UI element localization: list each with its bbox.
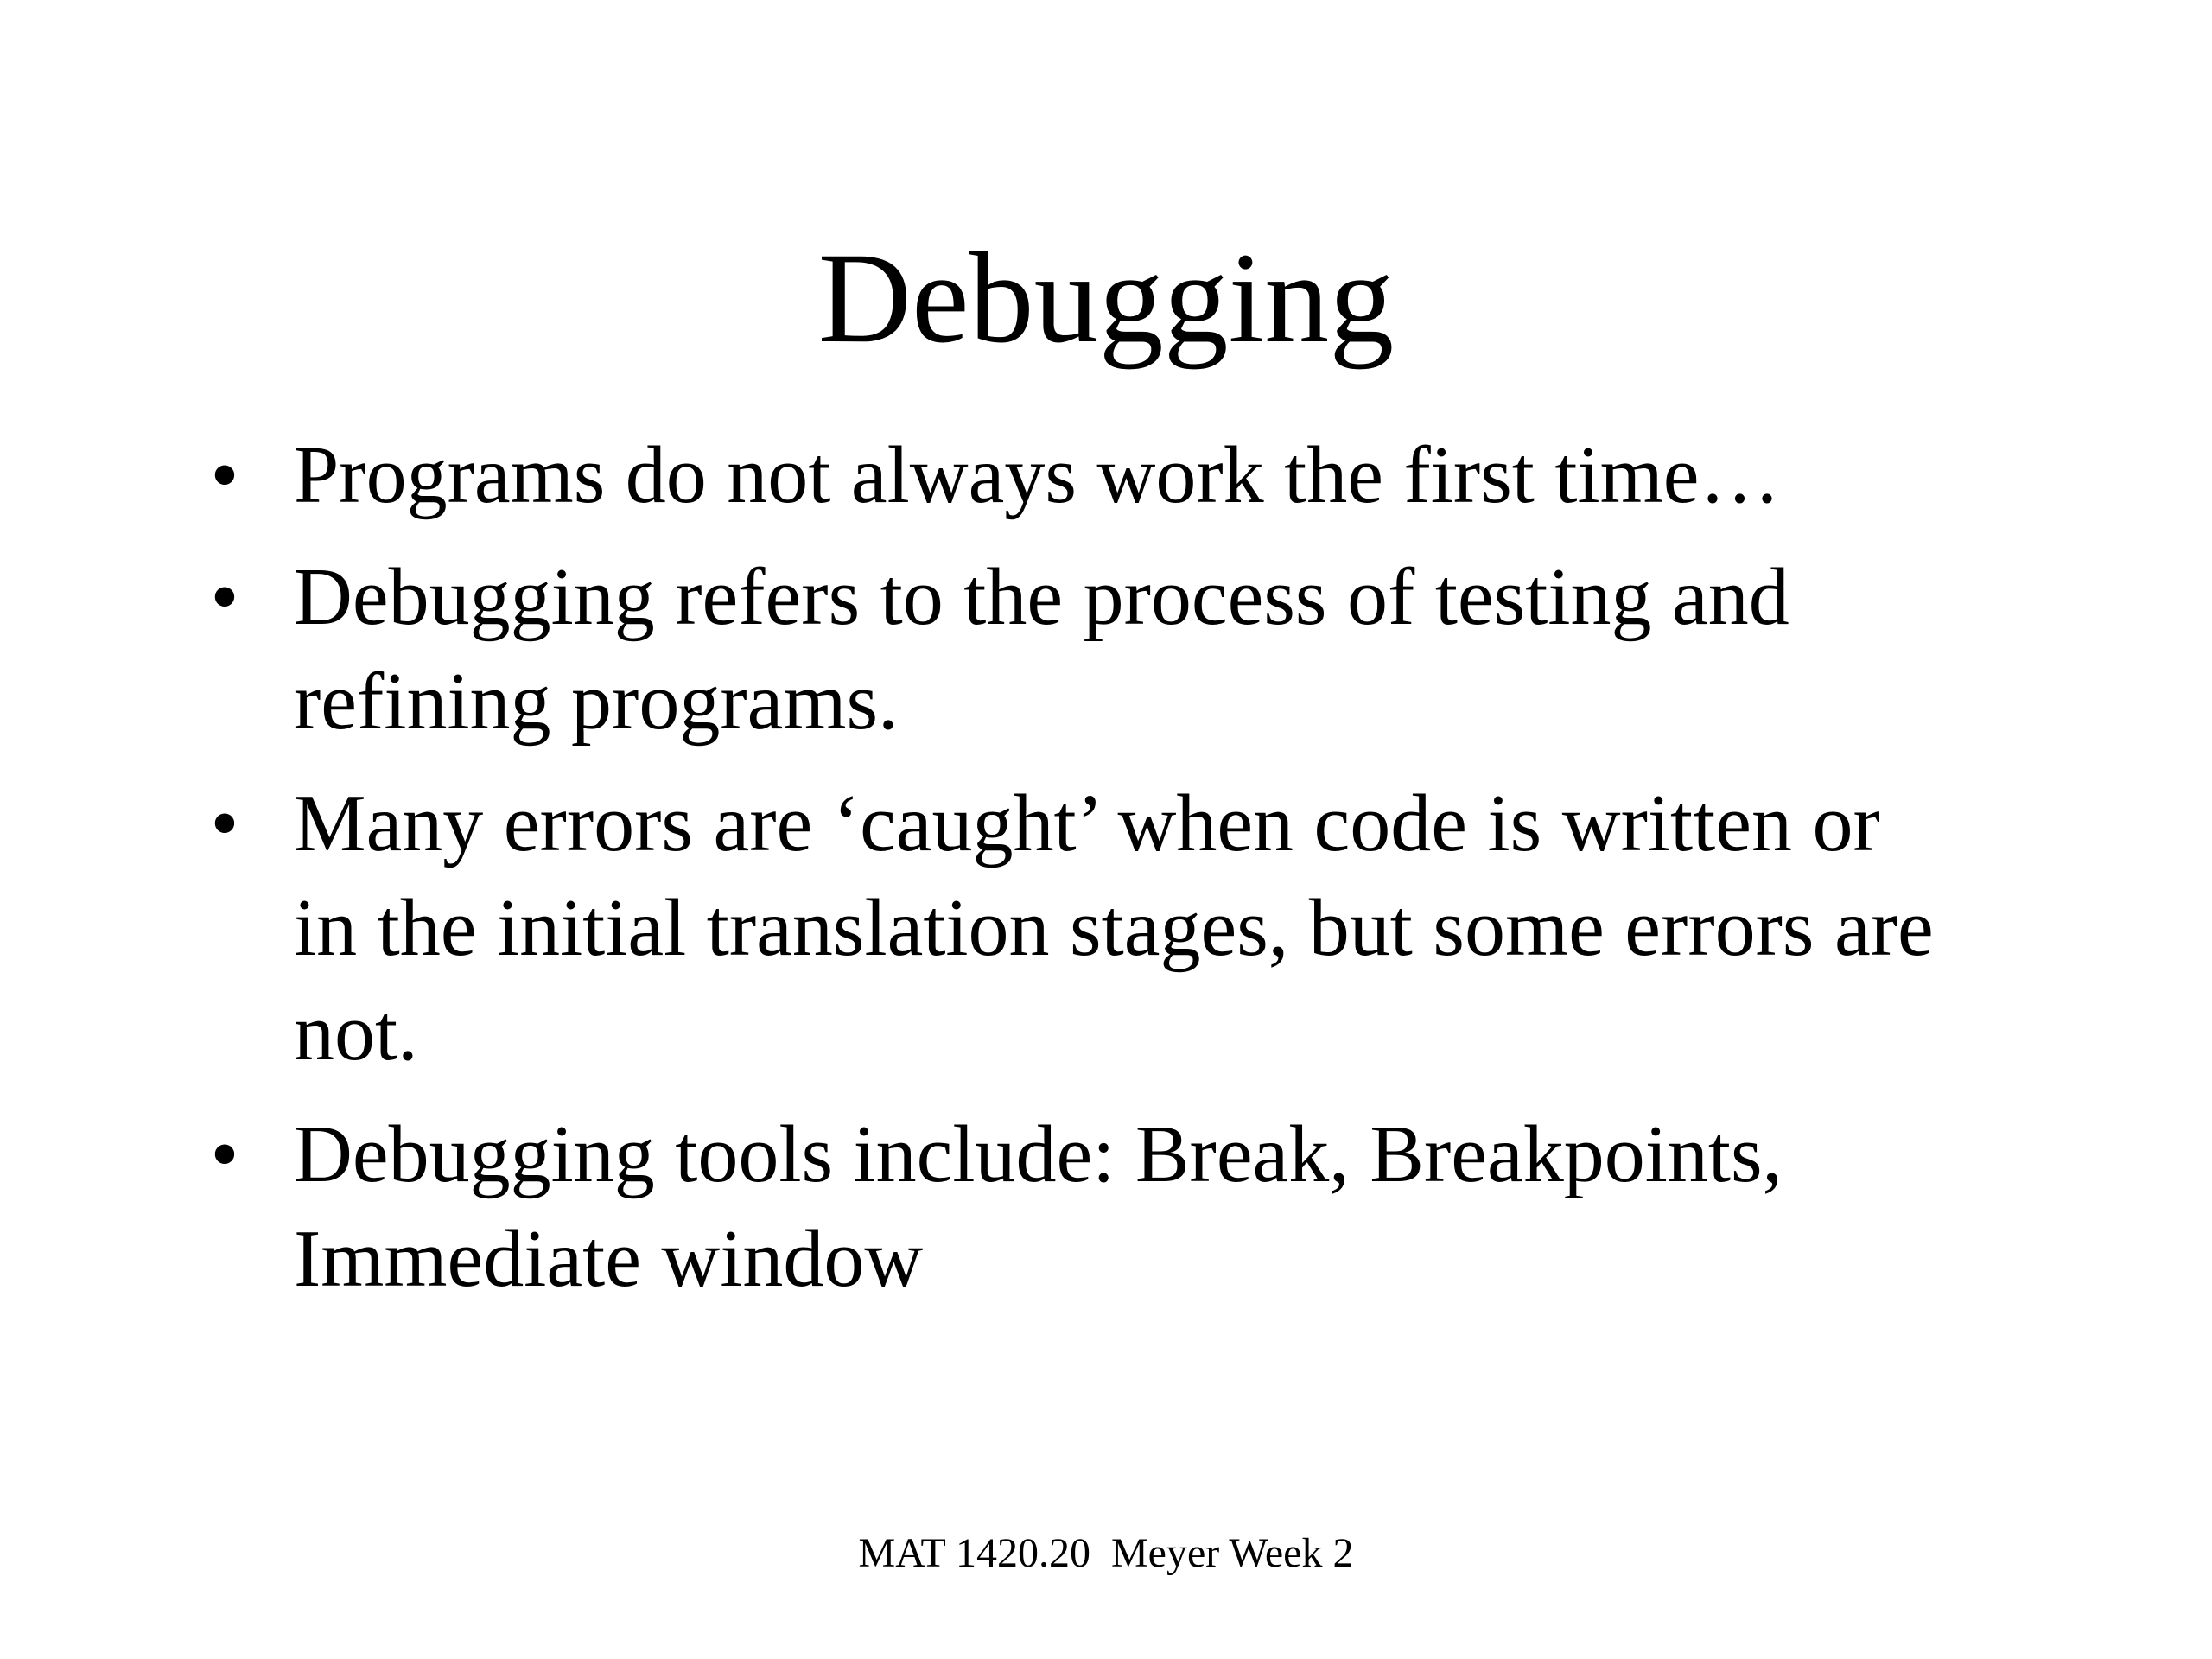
bullet-dot-icon: • <box>210 430 239 520</box>
slide-title: Debugging <box>817 226 1395 370</box>
bullet-text-line: Immediate window <box>294 1214 924 1304</box>
bullet-text-line: Debugging tools include: Break, Breakpoints, <box>294 1109 1783 1199</box>
bullet-text-line: not. <box>294 988 418 1077</box>
slide-footer: MAT 1420.20 Meyer Week 2 <box>858 1530 1354 1576</box>
bullet-text-line: Programs do not always work the first time… <box>294 430 1781 520</box>
bullet-list <box>199 423 2082 1329</box>
bullet-dot-icon: • <box>210 552 239 642</box>
bullet-text-line: Debugging refers to the process of testing and <box>294 552 1789 642</box>
bullet-dot-icon: • <box>210 779 239 868</box>
bullet-text-line: Many errors are ‘caught’ when code is written or <box>294 779 1880 868</box>
bullet-item <box>199 423 2082 528</box>
bullet-dot-icon: • <box>210 1109 239 1199</box>
bullet-item <box>199 545 2082 754</box>
bullet-item <box>199 1103 2082 1312</box>
bullet-item <box>199 772 2082 1085</box>
bullet-text-line: refining programs. <box>294 657 899 747</box>
bullet-text-line: in the initial translation stages, but some errors are <box>294 883 1934 973</box>
